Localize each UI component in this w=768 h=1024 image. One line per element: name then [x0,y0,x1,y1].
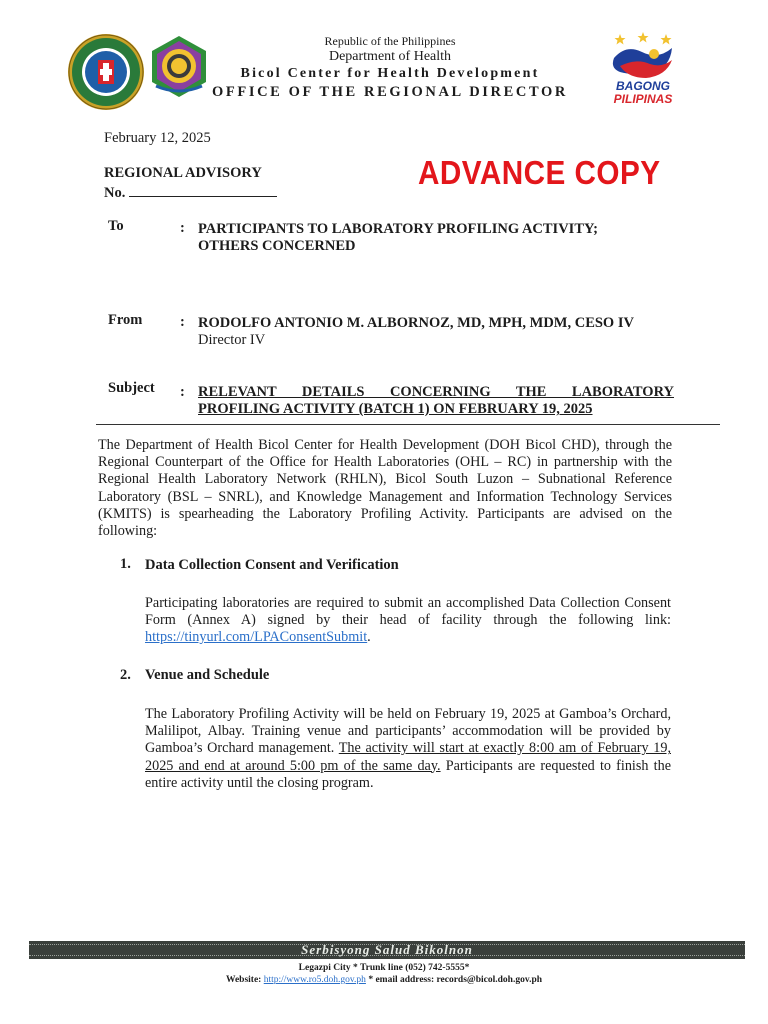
header-republic: Republic of the Philippines [324,34,456,48]
to-line1: PARTICIPANTS TO LABORATORY PROFILING ACTIVITY; [198,221,598,237]
subject-label: Subject [108,380,155,396]
advisory-block [104,164,277,202]
subject-line2: PROFILING ACTIVITY (BATCH 1) ON FEBRUARY 19, 2025 [198,401,593,417]
doh-seal-logo [66,32,146,112]
footer-slogan: Serbisyong Salud Bikolnon [301,942,473,957]
advance-copy-stamp: ADVANCE COPY [418,154,661,191]
from-label: From [108,312,143,328]
from-title: Director IV [198,332,266,348]
section2-paragraph [145,706,671,792]
header-office: OFFICE OF THE REGIONAL DIRECTOR [212,84,568,100]
advisory-title: REGIONAL ADVISORY [104,165,262,181]
advisory-no-blank [129,182,277,197]
to-label: To [108,218,124,234]
subject-line1: RELEVANT DETAILS CONCERNING THE LABORATORY [198,384,674,400]
footer-website-label: Website: [225,975,264,985]
footer-email: * email address: records@bicol.doh.gov.ph [365,975,543,985]
logo-right-line2: PILIPINAS [613,92,673,106]
from-name: RODOLFO ANTONIO M. ALBORNOZ, MD, MPH, MDM, CESO IV [198,315,634,331]
section1-end: . [367,629,371,646]
section1-paragraph [145,595,671,647]
section2-text-end: Participants are requested to finish the entire activity until the closing program. [145,757,671,791]
to-value [198,221,598,255]
section2-number: 2. [120,667,131,683]
bagong-pilipinas-logo [606,32,680,108]
footer-website-link[interactable]: http://www.ro5.doh.gov.ph [263,975,366,985]
from-value [198,315,634,349]
consent-form-link[interactable]: https://tinyurl.com/LPAConsentSubmit [145,629,368,646]
header-center: Bicol Center for Health Development [240,66,540,81]
intro-paragraph: The Department of Health Bicol Center for Health Development (DOH Bicol CHD), through the Regional Counterpart of the Office for Health Laboratories (OHL – RC) in partnership with the Regional Health Laboratory Network (RHLN), Bicol South Luzon – Subnational Reference Laboratory (BSL – SNRL), and Knowledge Management and Information Technology Services (KMITS) is spearheading the Laboratory Profiling Activity. Participants are advised on the following: [98,437,672,540]
section2-title: Venue and Schedule [145,667,270,683]
section1-title: Data Collection Consent and Verification [145,557,399,573]
footer-address: Legazpi City * Trunk line (052) 742-5555* [298,963,470,973]
to-line2: OTHERS CONCERNED [198,238,356,254]
advisory-number [104,182,277,202]
advisory-no-label: No. [104,185,126,201]
subject-colon: : [180,384,185,400]
section2-underlined: The activity will start at exactly 8:00 am of February 19, 2025 and end at around 5:00 pm of the same day. [145,740,671,774]
section1-text: Participating laboratories are required to submit an accomplished Data Collection Consent Form (Annex A) signed by their head of facility through the following link: [145,595,671,629]
section1-number: 1. [120,556,131,572]
footer-contact [0,975,768,985]
to-colon: : [180,220,185,236]
section2-text: The Laboratory Profiling Activity will be held on February 19, 2025 at Gamboa’s Orchard, Malilipot, Albay. Training venue and participants’ accommodation will be provided by Gamboa’s Orchard management. [145,706,671,757]
logo-right-line1: BAGONG [616,79,670,93]
from-colon: : [180,314,185,330]
document-date: February 12, 2025 [104,130,211,146]
header-department: Department of Health [328,49,452,64]
subject-divider [96,424,720,425]
